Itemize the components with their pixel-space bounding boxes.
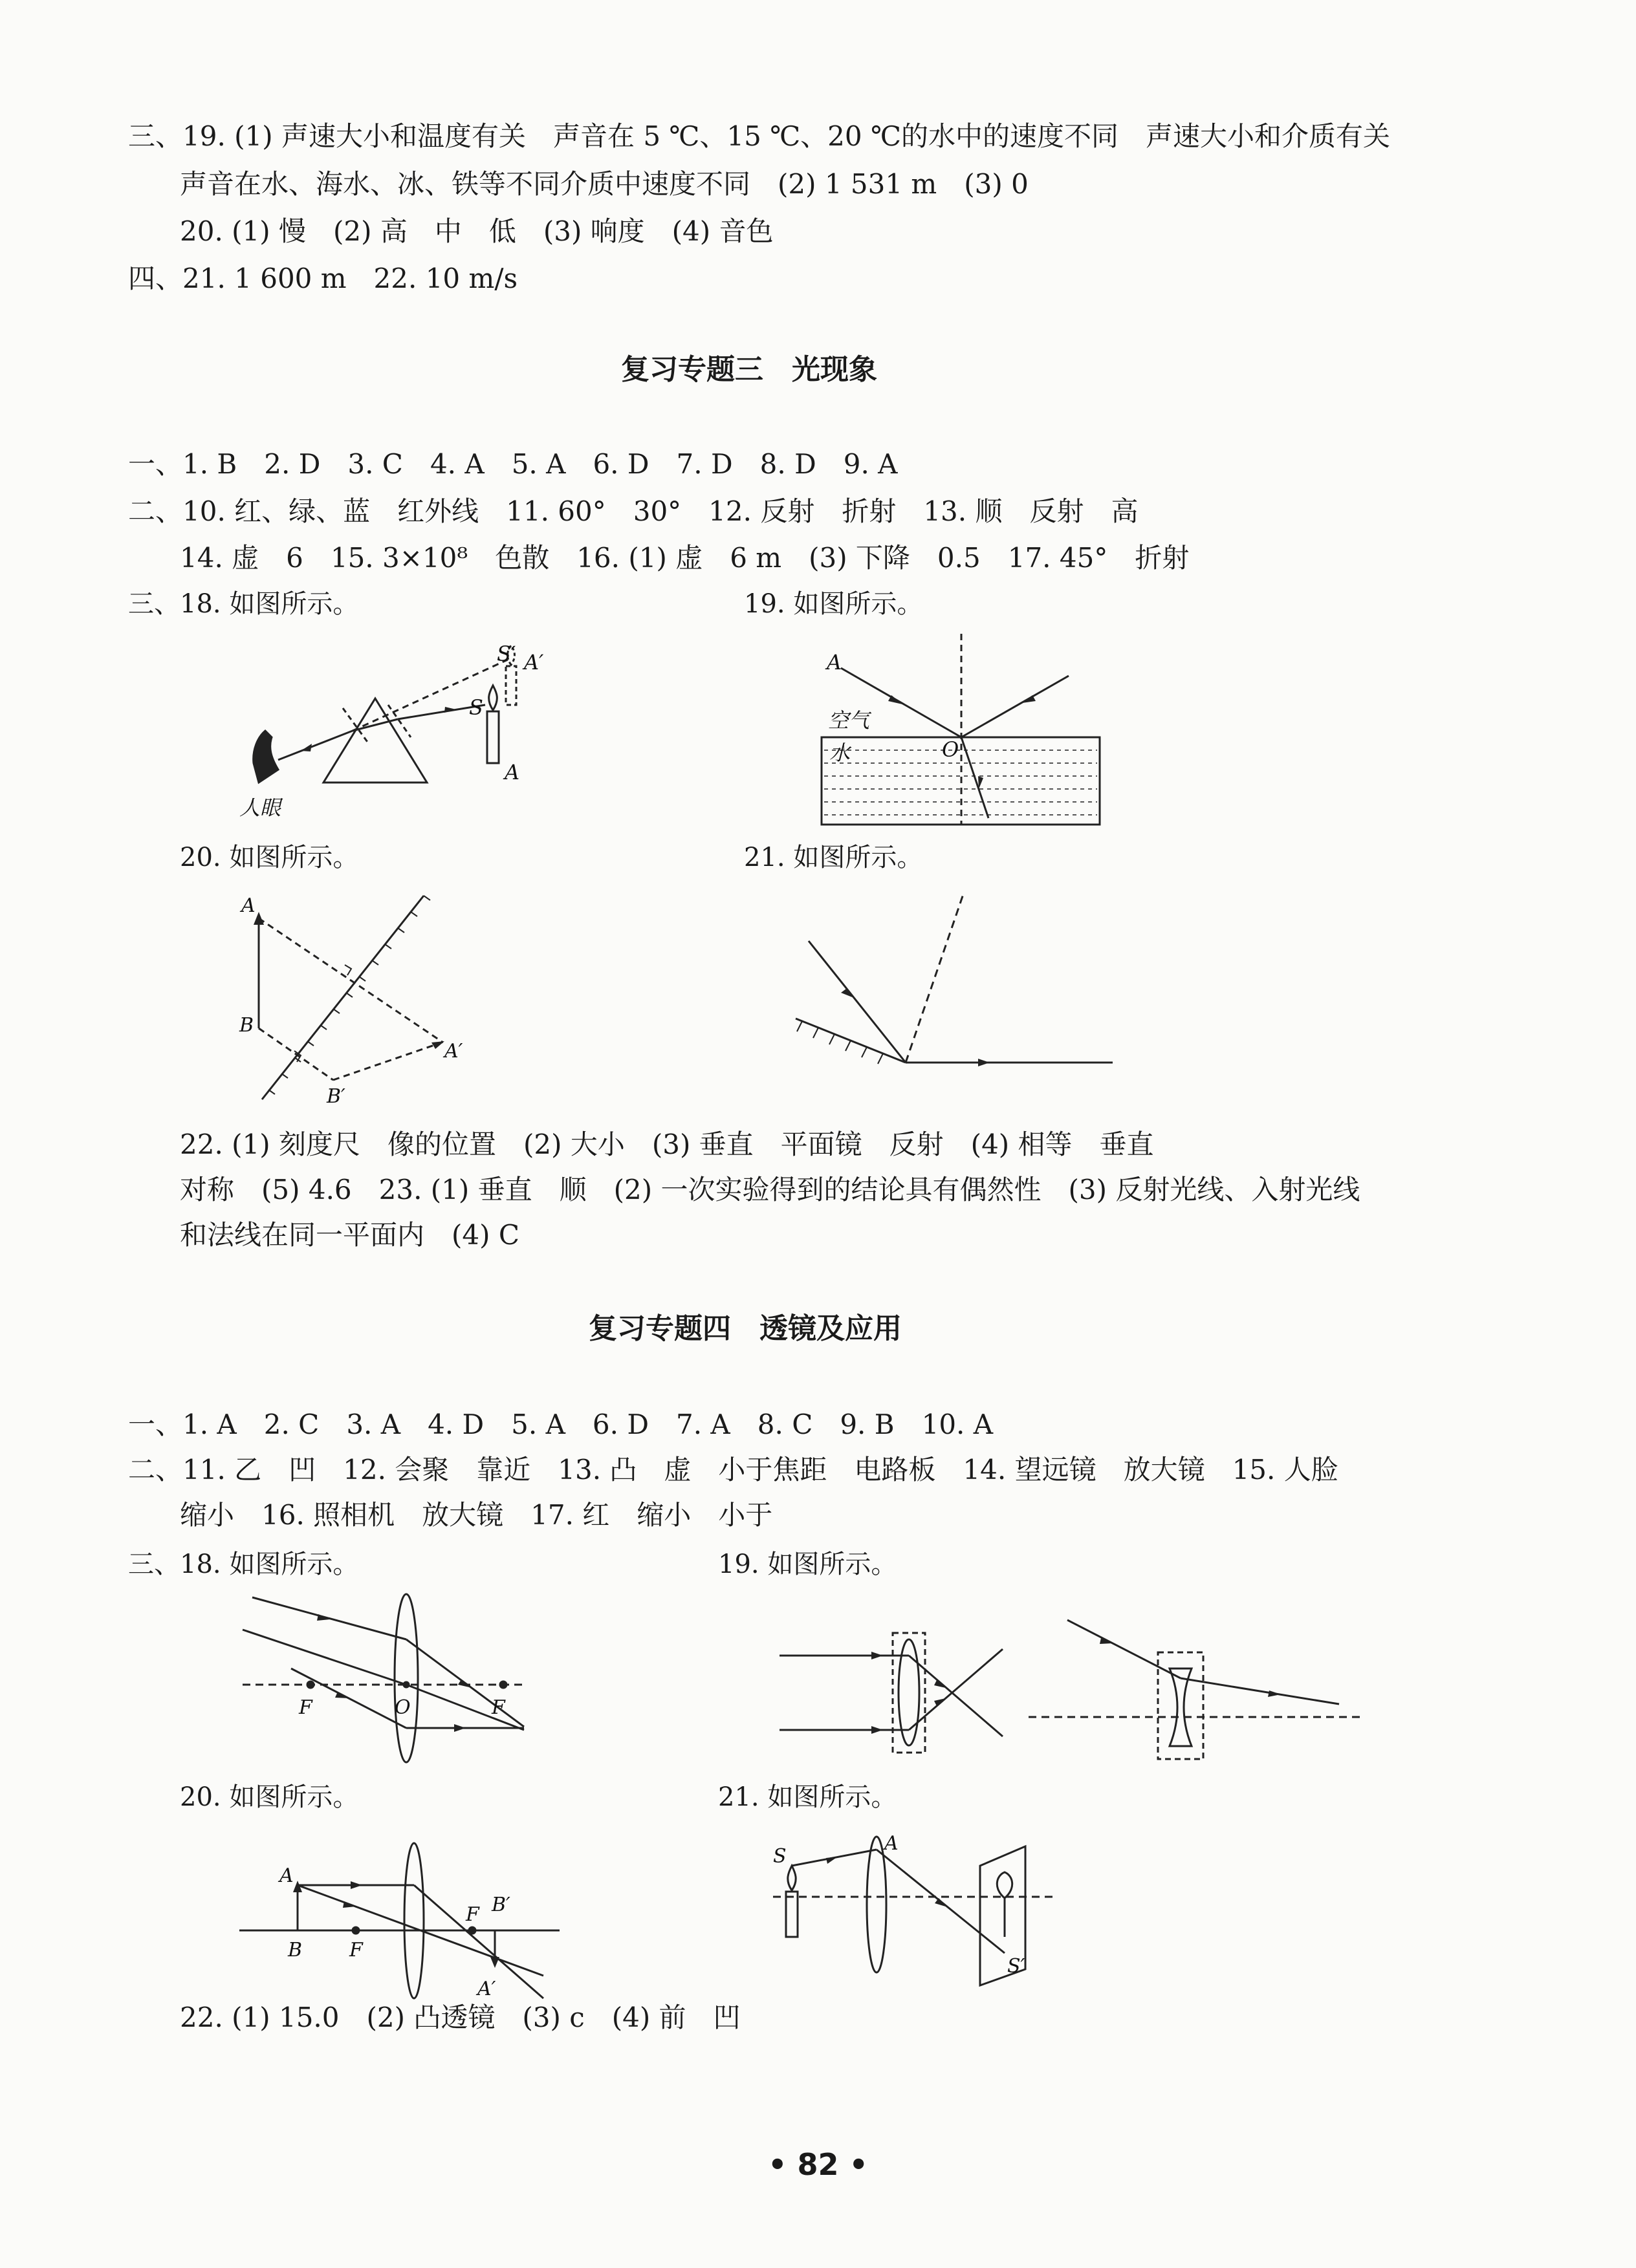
label-b: B <box>239 1014 254 1037</box>
label-b: B <box>288 1939 303 1961</box>
prism-diagram <box>239 634 563 821</box>
label-a: A <box>505 760 520 784</box>
answer-line: 22. (1) 15.0 (2) 凸透镜 (3) c (4) 前 凹 <box>180 2002 741 2033</box>
figure-caption: 三、18. 如图所示。 <box>128 589 359 619</box>
figure-caption: 21. 如图所示。 <box>718 1782 897 1812</box>
lens-shape <box>867 1837 886 1972</box>
refracted-ray <box>961 737 988 818</box>
answer-line: 缩小 16. 照相机 放大镜 17. 红 缩小 小于 <box>180 1499 773 1531</box>
label-s-prime: S′ <box>497 642 516 666</box>
answer-line: 一、1. B 2. D 3. C 4. A 5. A 6. D 7. D 8. D 9. A <box>128 448 898 480</box>
label-a: A <box>241 894 256 917</box>
light-ray <box>909 1656 1003 1736</box>
label-air: 空气 <box>828 708 870 733</box>
label-f: F <box>349 1939 363 1961</box>
light-ray <box>1181 1678 1339 1704</box>
extension-line <box>353 660 508 731</box>
label-a: A <box>279 1864 294 1887</box>
figure-caption: 21. 如图所示。 <box>744 843 923 872</box>
label-s: S <box>469 695 483 720</box>
eye-person-icon <box>254 731 278 783</box>
label-f: F <box>299 1696 312 1719</box>
answer-line: 和法线在同一平面内 (4) C <box>180 1219 519 1251</box>
label-s: S <box>773 1845 787 1868</box>
light-ray <box>1067 1620 1181 1678</box>
figure-caption: 20. 如图所示。 <box>180 1782 359 1812</box>
answer-line: 14. 虚 6 15. 3×10⁸ 色散 16. (1) 虚 6 m (3) 下降 0.5 17. 45° 折射 <box>180 542 1190 574</box>
perpendicular-line <box>259 1028 333 1080</box>
label-a-prime: A′ <box>477 1978 496 2000</box>
mirror-reflection-diagram <box>789 889 1126 1090</box>
perpendicular-line <box>259 918 443 1042</box>
candle-icon <box>487 711 499 763</box>
label-b-prime: B′ <box>492 1894 510 1916</box>
answer-line: 四、21. 1 600 m 22. 10 m/s <box>128 263 518 294</box>
mirror-line <box>262 896 424 1099</box>
figure-caption: 19. 如图所示。 <box>718 1550 897 1579</box>
answer-line: 声音在水、海水、冰、铁等不同介质中速度不同 (2) 1 531 m (3) 0 <box>180 168 1029 200</box>
figure-caption: 三、18. 如图所示。 <box>128 1550 359 1579</box>
label-f: F <box>466 1903 479 1926</box>
label-water: 水 <box>829 740 851 765</box>
lens-imaging-diagram <box>239 1837 563 2011</box>
concave-lens-box-diagram <box>1029 1610 1371 1766</box>
answer-line: 三、19. (1) 声速大小和温度有关 声音在 5 ℃、15 ℃、20 ℃的水中的速度不同 声速大小和介质有关 <box>128 120 1390 152</box>
virtual-candle <box>506 666 516 705</box>
answer-line: 22. (1) 刻度尺 像的位置 (2) 大小 (3) 垂直 平面镜 反射 (4) 相等 垂直 <box>180 1129 1154 1160</box>
label-o: O <box>942 737 959 762</box>
label-eye: 人眼 <box>239 795 281 820</box>
answer-line: 二、11. 乙 凹 12. 会聚 靠近 13. 凸 虚 小于焦距 电路板 14. 望远镜 放大镜 15. 人脸 <box>128 1454 1338 1485</box>
flame-icon <box>788 1866 796 1890</box>
lens-shape <box>395 1594 418 1762</box>
lens-box <box>893 1633 925 1753</box>
plane-mirror-diagram <box>236 892 463 1112</box>
light-ray <box>909 1649 1003 1730</box>
answer-line: 二、10. 红、绿、蓝 红外线 11. 60° 30° 12. 反射 折射 13. 顺 反射 高 <box>128 495 1139 527</box>
answer-line: 20. (1) 慢 (2) 高 中 低 (3) 响度 (4) 音色 <box>180 215 774 247</box>
label-a: A <box>827 650 842 675</box>
figure-caption: 20. 如图所示。 <box>180 843 359 872</box>
label-o: O <box>395 1696 411 1719</box>
reflected-ray <box>961 676 1069 737</box>
figure-caption: 19. 如图所示。 <box>744 589 923 619</box>
page-number: • 82 • <box>768 2147 868 2182</box>
label-a: A <box>884 1832 899 1855</box>
normal-line <box>906 892 964 1063</box>
refraction-diagram <box>815 631 1113 828</box>
flame-icon <box>489 686 497 710</box>
label-b-prime: B′ <box>327 1085 345 1108</box>
answer-line: 对称 (5) 4.6 23. (1) 垂直 顺 (2) 一次实验得到的结论具有偶然性 (3) 反射光线、入射光线 <box>180 1174 1360 1205</box>
candle-icon <box>786 1892 798 1937</box>
prism-shape <box>323 698 427 783</box>
image-arrow <box>333 1042 442 1080</box>
lens-screen-diagram <box>773 1827 1058 1989</box>
section-title: 复习专题四 透镜及应用 <box>589 1312 902 1345</box>
section-title: 复习专题三 光现象 <box>621 353 877 386</box>
light-ray <box>252 1597 406 1639</box>
incident-ray <box>809 941 906 1063</box>
light-ray <box>243 1630 406 1685</box>
label-s-prime: S′ <box>1007 1955 1025 1978</box>
label-a-prime: A′ <box>524 650 544 675</box>
lens-shape <box>404 1843 424 1998</box>
convex-lens-diagram <box>239 1591 537 1766</box>
label-f: F <box>492 1696 505 1719</box>
label-a-prime: A′ <box>444 1040 463 1063</box>
inverted-flame-image <box>997 1872 1012 1937</box>
light-ray <box>406 1685 524 1730</box>
light-ray <box>278 731 353 760</box>
answer-line: 一、1. A 2. C 3. A 4. D 5. A 6. D 7. A 8. C 9. B 10. A <box>128 1409 994 1440</box>
convex-lens-box-diagram <box>776 1630 1016 1759</box>
